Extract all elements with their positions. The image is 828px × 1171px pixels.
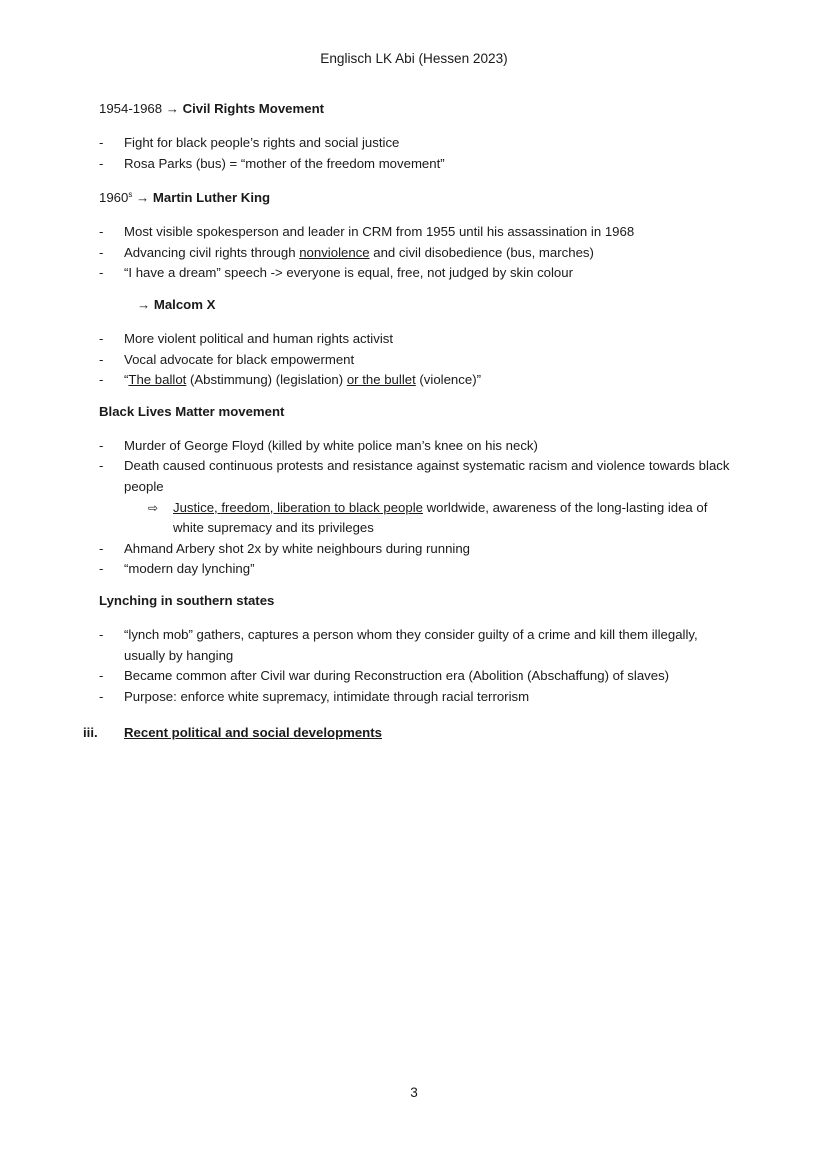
list-item: [99, 370, 739, 391]
list-item: - “modern day lynching”: [99, 559, 739, 580]
underlined-term: or the bullet: [346, 372, 416, 388]
list-item: - Fight for black people’s rights and social justice: [99, 133, 739, 154]
arrow-right-icon: →: [136, 190, 150, 206]
mlk-year: 1960: [99, 190, 129, 206]
list-item-text: (Abstimmung) (legislation): [186, 372, 347, 388]
malcom-title: Malcom X: [153, 296, 216, 312]
list-item: - Most visible spokesperson and leader in CRM from 1955 until his assassination in 1968: [99, 222, 739, 243]
blm-heading: [99, 402, 739, 422]
lynching-heading: [99, 591, 739, 611]
lynching-title: Lynching in southern states: [99, 592, 275, 608]
list-item-text: Advancing civil rights through: [124, 244, 300, 260]
list-item: - Ahmand Arbery shot 2x by white neighbours during running: [99, 539, 739, 560]
list-item: [99, 243, 739, 264]
underlined-term: Justice, freedom, liberation to black people: [173, 499, 423, 515]
crm-list: [99, 133, 739, 174]
crm-title: Civil Rights Movement: [182, 101, 325, 116]
list-item: - “I have a dream” speech -> everyone is equal, free, not judged by skin colour: [99, 263, 739, 284]
section-number: iii.: [83, 725, 98, 741]
list-item-text: “: [124, 372, 129, 388]
underlined-term: nonviolence: [299, 244, 370, 260]
crm-years: 1954-1968: [99, 101, 163, 116]
list-item: - “lynch mob” gathers, captures a person whom they consider guilty of a crime and kill them illegally, usually by hanging: [99, 625, 739, 666]
mlk-heading: [99, 185, 739, 208]
blm-list-continued: [99, 539, 739, 580]
mlk-title: Martin Luther King: [152, 190, 271, 206]
list-item: - Murder of George Floyd (killed by white police man’s knee on his neck): [99, 436, 739, 457]
list-item: - Death caused continuous protests and resistance against systematic racism and violence towards black people: [99, 456, 739, 497]
blm-list: [99, 436, 739, 498]
malcom-list: [99, 329, 739, 391]
list-item-text: worldwide, awareness of the long-lasting idea of white supremacy and its privileges: [173, 499, 708, 536]
list-item: - Purpose: enforce white supremacy, intimidate through racial terrorism: [99, 687, 739, 708]
list-item: - More violent political and human rights activist: [99, 329, 739, 350]
lynching-list: [99, 625, 739, 707]
blm-title: Black Lives Matter movement: [99, 403, 285, 419]
arrow-right-icon: →: [165, 101, 179, 116]
list-item: - Rosa Parks (bus) = “mother of the freedom movement”: [99, 154, 739, 175]
mlk-list: [99, 222, 739, 284]
list-item: - Became common after Civil war during Reconstruction era (Abolition (Abschaffung) of slaves): [99, 666, 739, 687]
sub-list-item: [99, 498, 739, 539]
hollow-arrow-icon: ⇨: [148, 500, 159, 515]
list-item: - Vocal advocate for black empowerment: [99, 350, 739, 371]
page-number: 3: [410, 1085, 418, 1100]
crm-heading: [99, 99, 739, 119]
list-item-text: (violence)”: [415, 372, 481, 388]
arrow-right-icon: →: [137, 296, 151, 312]
mlk-year-sup: s: [128, 190, 133, 200]
page-header: Englisch LK Abi (Hessen 2023): [320, 51, 508, 66]
list-item-text: and civil disobedience (bus, marches): [369, 244, 594, 260]
section-heading: [83, 723, 739, 743]
section-title: Recent political and social developments: [124, 725, 382, 741]
malcom-heading: [99, 295, 739, 315]
page-content: [83, 99, 739, 743]
underlined-term: The ballot: [128, 372, 187, 388]
